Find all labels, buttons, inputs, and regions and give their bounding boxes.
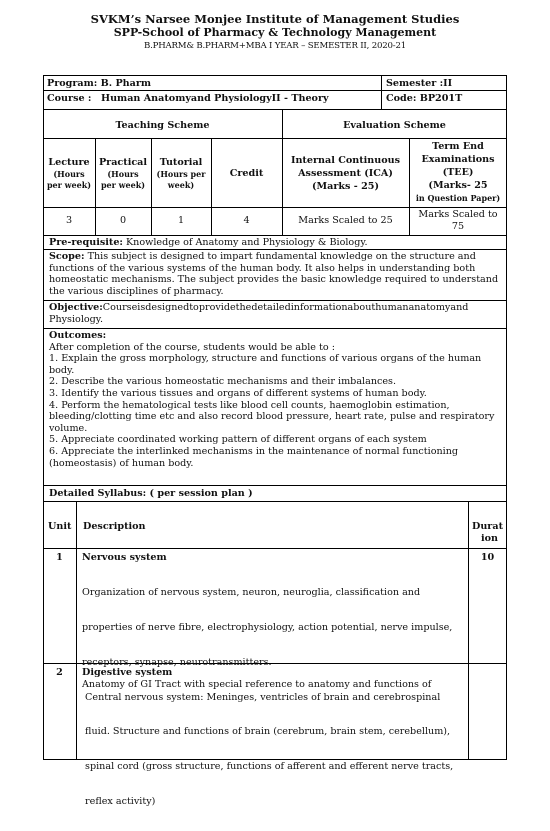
col-unit: Unit <box>48 521 72 532</box>
course-name: Human Anatomyand PhysiologyII - Theory <box>101 93 329 104</box>
outcomes <box>49 330 504 469</box>
ica-value: Marks Scaled to 25 <box>298 215 393 226</box>
unit-title: Nervous system <box>82 552 167 563</box>
unit-description: Anatomy of GI Tract with special reference to anatomy and functions of <box>82 679 432 690</box>
outcome-line: bleeding/clotting time etc and also record blood pressure, heart rate, pulse and respiratory <box>49 411 495 423</box>
prerequisite-text: Knowledge of Anatomy and Physiology & Biology. <box>122 237 368 248</box>
evaluation-scheme-title: Evaluation Scheme <box>343 120 446 131</box>
prerequisite <box>49 237 504 249</box>
unit-number: 1 <box>56 552 63 563</box>
objective-label: Objective: <box>49 302 103 313</box>
course-code: Code: BP201T <box>386 93 463 104</box>
objective: Objective:Courseisdesignedtoprovidethedetailedinformationabouthumananatomyand Physiology. <box>49 302 469 325</box>
outcome-line: 2. Describe the various homeostatic mechanisms and their imbalances. <box>49 376 397 388</box>
program-label: Program: B. Pharm <box>47 78 152 89</box>
lecture-value: 3 <box>65 215 73 226</box>
outcome-line: 5. Appreciate coordinated working pattern of different organs of each system <box>49 434 427 446</box>
teaching-scheme-title: Teaching Scheme <box>115 120 210 131</box>
scope: Scope: This subject is designed to impart fundamental knowledge on the structure and functions of the various systems of the human body. It also helps in understanding both homeostatic mechanisms. The subject provides the basic knowledge required to understand the various disciplines of pharmacy. <box>49 251 499 297</box>
prerequisite-label: Pre-requisite: <box>49 237 123 248</box>
col-description: Description <box>83 521 146 532</box>
outcome-line: body. <box>49 364 75 376</box>
outcome-line: 1. Explain the gross morphology, structure and functions of various organs of the human <box>49 353 482 365</box>
outcome-line: 4. Perform the hematological tests like blood cell counts, haemoglobin estimation, <box>49 399 450 411</box>
scope-label: Scope: <box>49 251 85 262</box>
unit-description: Organization of nervous system, neuron, neuroglia, classification and properties of nerve fibre, electrophysiology, action potential, nerve impulse, receptors, synapse, neurotransmitters. Central nervous system: Meninges, ventricles of brain and cerebrospinal fluid. Structure and functions of brain (cerebrum, brain stem, cerebellum), spinal cord (gross structure, functions of afferent and efferent nerve tracts, reflex activity) <box>82 587 454 807</box>
syllabus-title: Detailed Syllabus: ( per session plan ) <box>49 488 253 499</box>
semester-label: Semester :II <box>386 78 453 89</box>
outcomes-title: Outcomes: <box>49 330 107 341</box>
institute-name: SVKM’s Narsee Monjee Institute of Management Studies <box>90 12 460 26</box>
tutorial-value: 1 <box>177 215 185 226</box>
program-line: B.PHARM& B.PHARM+MBA I YEAR – SEMESTER II, 2020-21 <box>143 41 407 51</box>
outcome-line: After completion of the course, students would be able to : <box>49 341 335 353</box>
outcome-line: (homeostasis) of human body. <box>49 457 194 469</box>
unit-duration: 10 <box>480 552 495 563</box>
credit-value: 4 <box>243 215 250 226</box>
course-label: Course : <box>47 93 92 104</box>
credit-header: Credit <box>229 168 264 179</box>
practical-value: 0 <box>119 215 127 226</box>
unit-title: Digestive system <box>82 667 173 678</box>
school-name: SPP-School of Pharmacy & Technology Management <box>113 26 437 39</box>
unit-number: 2 <box>56 667 63 678</box>
outcome-line: 3. Identify the various tissues and organs of different systems of human body. <box>49 387 427 399</box>
outcome-line: 6. Appreciate the interlinked mechanisms in the maintenance of normal functioning <box>49 445 459 457</box>
outcome-line: volume. <box>49 422 88 434</box>
